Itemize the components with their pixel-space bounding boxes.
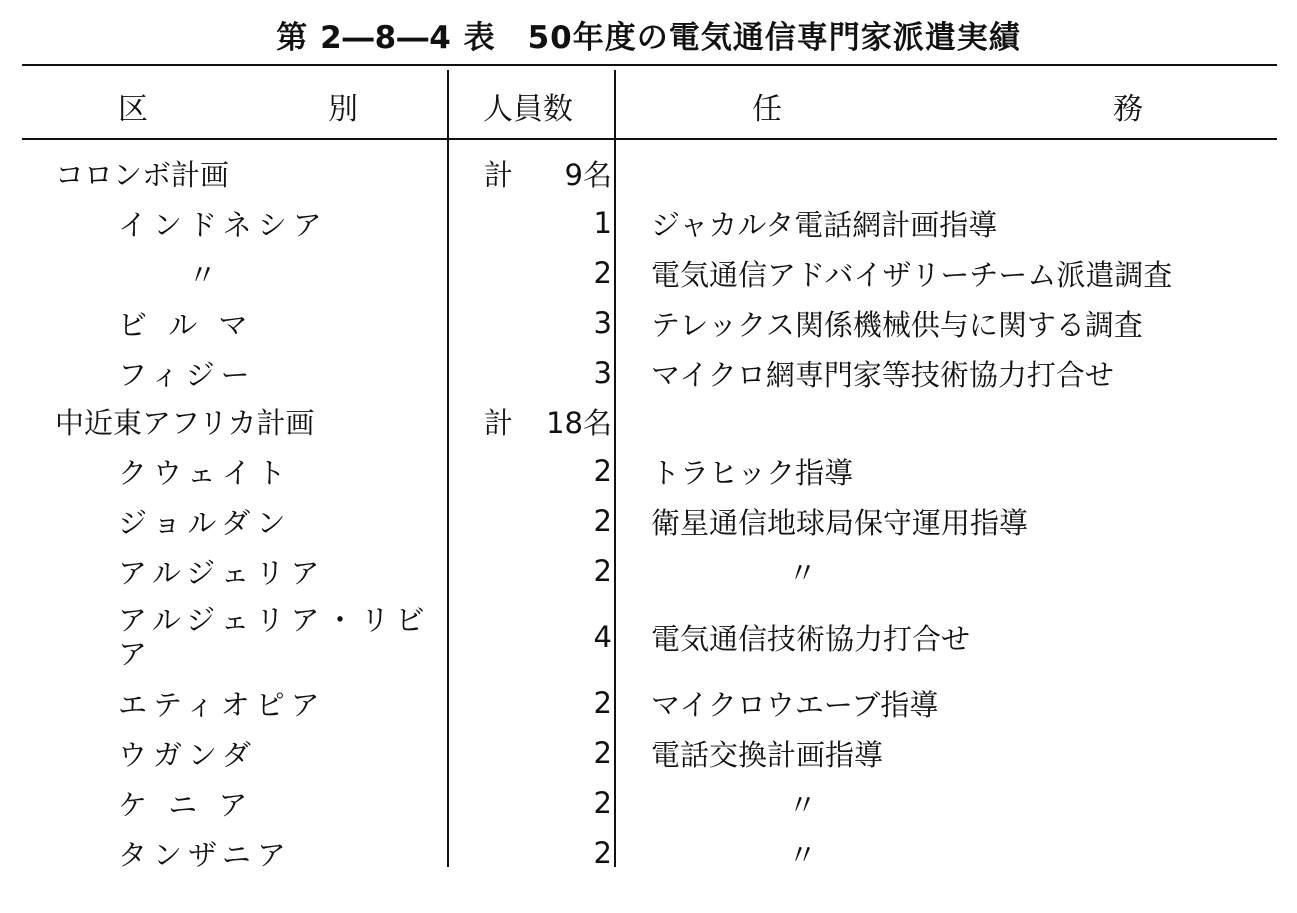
table-title: 第 2―8―4 表 50年度の電気通信専門家派遣実績 (276, 20, 1021, 56)
country-cell: アルジェリア・リビア (118, 603, 431, 671)
task-cell: 電気通信技術協力打合せ (651, 621, 971, 656)
count-cell: 2 (593, 256, 612, 290)
header-count: 人員数 (483, 92, 573, 127)
table-row-group (0, 396, 1297, 446)
task-cell: 電話交換計画指導 (651, 737, 884, 772)
count-cell: 2 (593, 736, 612, 770)
count-cell: 3 (593, 306, 612, 340)
country-cell: タンザニア (118, 837, 292, 872)
table-row-group (0, 148, 1297, 198)
count-cell: 2 (593, 454, 612, 488)
header-task-left: 任 (752, 92, 782, 127)
count-cell: 1 (593, 206, 612, 240)
count-cell: 2 (593, 504, 612, 538)
task-cell: 〃 (788, 555, 818, 590)
country-cell: フィジー (118, 357, 256, 392)
count-cell: 2 (593, 836, 612, 870)
count-cell: 3 (593, 356, 612, 390)
country-cell: エティオピア (118, 687, 326, 722)
total-label: 計 (484, 405, 514, 440)
table-row (0, 298, 1297, 348)
header-category: 区 別 (118, 92, 358, 127)
table-row (0, 728, 1297, 778)
task-cell: 〃 (788, 787, 818, 822)
table-row (0, 198, 1297, 248)
country-cell: 〃 (188, 257, 224, 292)
country-cell: ジョルダン (118, 505, 292, 540)
header-rule (22, 138, 1277, 140)
task-cell: ジャカルタ電話網計画指導 (651, 207, 998, 242)
table-row (0, 446, 1297, 496)
task-cell: マイクロ網専門家等技術協力打合せ (651, 357, 1114, 392)
task-cell: マイクロウエーブ指導 (651, 687, 939, 722)
total-label: 計 (484, 157, 514, 192)
task-cell: 電気通信アドバイザリーチーム派遣調査 (651, 257, 1173, 292)
table-row (0, 778, 1297, 828)
country-cell: ビ ル マ (118, 307, 254, 342)
country-cell: ウガンダ (118, 737, 257, 772)
table-row (0, 546, 1297, 596)
count-cell: 2 (593, 686, 612, 720)
top-rule (22, 64, 1277, 66)
country-cell: アルジェリア (118, 555, 326, 590)
group-label: コロンボ計画 (55, 157, 230, 192)
task-cell: トラヒック指導 (651, 455, 854, 490)
group-label: 中近東アフリカ計画 (55, 405, 315, 440)
header-task-right: 務 (1113, 92, 1143, 127)
count-cell: 2 (593, 786, 612, 820)
table-row (0, 348, 1297, 398)
task-cell: 〃 (788, 837, 818, 872)
table-row (0, 678, 1297, 728)
table-row (0, 828, 1297, 878)
table-row (0, 603, 1297, 671)
country-cell: クウェイト (118, 455, 292, 490)
task-cell: テレックス関係機械供与に関する調査 (651, 307, 1143, 342)
task-cell: 衛星通信地球局保守運用指導 (651, 505, 1029, 540)
country-cell: インドネシア (118, 207, 328, 242)
table-row (0, 496, 1297, 546)
count-cell: 2 (593, 554, 612, 588)
table-row (0, 248, 1297, 298)
country-cell: ケ ニ ア (118, 787, 254, 822)
count-cell: 9名 (564, 157, 612, 192)
count-cell: 4 (593, 620, 612, 654)
count-cell: 18名 (546, 405, 612, 440)
